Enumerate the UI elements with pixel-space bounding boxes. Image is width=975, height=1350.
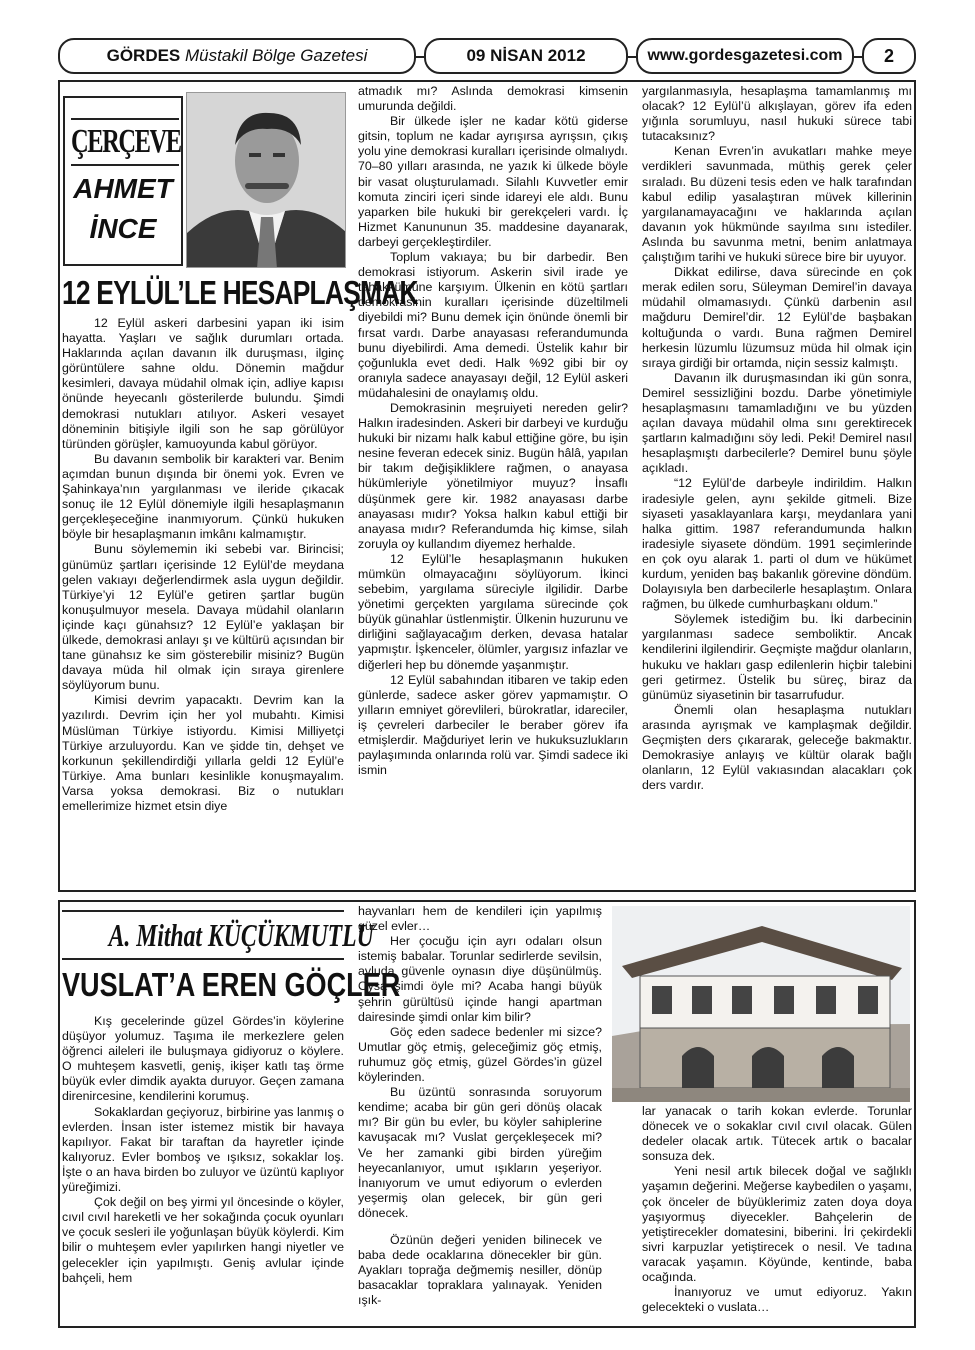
paragraph: Bu üzüntü sonrasında soruyorum kendime; acaba bir gün geri dönüş olacak mı? Bir gün bu evler, bu köyler sahiplerine kavuşacak mı? Vuslat gerçekleşecek mi? Ve her zamanki gibi birden yüreğim heyecanlanıyor, umut ışıkların yeşeriyor. İnanıyorum ve umut ediyorum o evlerden yeşermiş olan gelecek, bir gün geri dönecek. [358, 1085, 602, 1220]
website-link[interactable]: www.gordesgazetesi.com [636, 38, 854, 74]
article2-author-name: A. Mithat KÜÇÜKMUTLU [108, 917, 374, 953]
paragraph: 12 Eylül sabahından itibaren ve takip eden günlerde, sadece asker görev yapmamıştır. O yılların emniyet görevlileri, bürokratlar, idareciler, iş çevreleri darbeciler le beraber görev ifa etmişlerdir. Mağduriyet lerin ve hukuksuzlukların paylaşımında onlarında rolü var. Şimdi sadece iki ismin [358, 672, 628, 778]
page-number: 2 [862, 38, 916, 74]
paragraph: Her çocuğu için ayrı odaları olsun istemiş babalar. Torunlar sedirlerde sevilsin, avluda güvenle oynasın diye düşünülmüş. Oysa şimdi öyle mi? Acaba hangi büyük şehrin gürültüsü içinde hangi apartman dairesinde şimdi onlar kim bilir? [358, 934, 602, 1024]
article1-headline: 12 EYLÜL’LE HESAPLAŞMAK [62, 274, 418, 311]
article2-column-3 [642, 1104, 912, 1315]
article2-column-1 [62, 1014, 344, 1286]
paragraph: Bu davanın sembolik bir karakteri var. Benim açımdan bunun dışında bir önemi yok. Evren ve Şahinkaya’nın yargılanması ve ileride çıkacak sonuç ile 12 Eylül dönemiyle ilgili hesaplaşmanın gerçekleşeceğine inanmıyorum. Çünkü hukuken böyle bir hesaplaşmanın imkânı kalmamıştır. [62, 451, 344, 542]
paragraph: Çok değil on beş yirmi yıl öncesinde o köyler, cıvıl cıvıl hareketli ve her sokağında çocuk oyunları ve çocuk sesleri ile yoğunlaşan büyük köylerdi. Kim bilir o muhteşem evler yapılırken hangi niyetler ve gelecekler için yapılmıştı. Geniş avlular içinde bahçeli, hem [62, 1195, 344, 1285]
paragraph: lar yanacak o tarih kokan evlerde. Torunlar dönecek ve o sokaklar cıvıl cıvıl olacak. Gülen dedeler olacak artık. Tütecek artık o bacalar sonsuza dek. [642, 1104, 912, 1164]
house-illustration [612, 906, 910, 1102]
masthead-name: GÖRDES [106, 46, 181, 65]
paragraph: Demokrasinin meşruiyeti nereden gelir? Halkın iradesinden. Askeri bir darbeyi ve kurduğu hukuki bir nizamı halk kabul ettiğine göre, bu işin nesine feveran edecek siniz. Bugün hâlâ, yapılan bir takım değişikliklere rağmen, o anayasa hükümleriyle yönetilmiyor muyuz? İnsaflı düşünmek gere kir. 1982 anayasası darbe anayasası mıdır? Yoksa halkın kabul ettiği bir anayasa mıdır? Referandumda hiç kimse, silah zoruyla oy kullandım diyemez herhalde. [358, 400, 628, 551]
paragraph: Sokaklardan geçiyoruz, birbirine yas lanmış o evlerden. İnsan ister istemez mistik bir havaya kapılıyor. Fakat bir taraftan da hayretler içinde kalıyoruz. Evler bomboş ve ışıksız, sokaklar loş. İşte o an hava birden bo zuluyor ve üzüntü kaplıyor yüreğimizi. [62, 1104, 344, 1195]
paragraph [358, 1221, 602, 1233]
paragraph: “12 Eylül’de darbeyle indirildim. Halkın iradesiyle gelen, aynı şekilde gitmeli. Bize siyaseti yasaklayanlara karşı, meydanlara yani halka gittim. 1987 referandumunda halkın iradesiyle siyasete döndüm. 1991 seçimlerinde en çok oyu alarak 1. parti ol dum ve hükümet kurdum, yeniden baş bakanlık görevine döndüm. Dolayısıyla ben darbecilerle hesaplaştım. Onlara rağmen, bu ülkede cumhurbaşkanı oldum.” [642, 476, 912, 612]
paragraph: Yeni nesil artık bilecek doğal ve sağlıklı yaşamın değerini. Meğerse kaybedilen o yaşamı, çok önceler de büyüklerimiz zaten doya doya yaşıyormuş diyecekler. Bahçelerin de yetiştirecekler domatesini, biberini. İri çekirdekli sivri karpuzlar yetiştirecek o nesil. Ve tadına varacak yaşamın. Köyünde, kentinde, baba ocağında. [642, 1164, 912, 1285]
article2-headline: VUSLAT’A EREN GÖÇLER [62, 966, 401, 1003]
paragraph: Kimisi devrim yapacaktı. Devrim kan la yazılırdı. Devrim için her yol mubahtı. Kimisi Müslüman Türkiye istiyordu. Kimisi Milliyetçi Türkiye arzuluyordu. Kan ve şidde tin, dehşet ve korkunun şekillendirdiği yıllarla geldi 12 Eylül’e Türkiye. Ama bunları kesinlikle konuşmayalım. Varsa yoksa demokrasi. Biz o nutukları emellerimize hizmet etsin diye [62, 693, 344, 813]
article2-author [62, 910, 374, 960]
paragraph: Dikkat edilirse, dava sürecinde en çok merak edilen soru, Süleyman Demirel’in davaya müdahil olmamasıydı. Çünkü darbenin asıl mağduru Demirel’dir. 12 Eylül’de başbakan koltuğunda o vardı. Buna rağmen Demirel herkesin lüzumlu lüzumsuz müda hil olmak için sıraya girdiği bir ortamda, niçin sessiz kalmıştı. [642, 265, 912, 370]
author-first-name: AHMET [73, 173, 173, 204]
author-last-name: İNCE [89, 213, 157, 244]
paragraph: 12 Eylül askeri darbesini yapan iki isim hayatta. Yaşları ve sağlık durumları ortada. Haklarında açılan davanın ilk duruşması, ilginç görüntülere sahne oldu. Dönemin mağdur kesimleri, davaya müdahil olmak için, adliye kapısı önünde heyecanlı gösterilerde bulundu. Şimdi demokrasi nutukları atılıyor. Askeri vesayet döneminin bitişiyle ilgili son he sap görülüyor türünden görüşler, kamuoyunda kabul görüyor. [62, 316, 344, 451]
paragraph: Göç eden sadece bedenler mi sizce? Umutlar göç etmiş, geleceğimiz göç etmiş, ruhumuz göç etmiş, güzel Gördes’in güzel köylerinden. [358, 1024, 602, 1085]
paragraph: Kenan Evren’in avukatları mahke meye verdikleri savunmada, müthiş gerek çeler sıraladı. Bu düzeni tesis eden ve halk tarafından kabul edilip yasalaştıran müvek killerinin yargılanamayacağını ve haklarında açılan davanın yok hükmünde sayılma sını istediler. Aslında bu savunma metni, benim anlatmaya çalıştığım tarihi ve hukuki sürece bire bir uyuyor. [642, 144, 912, 265]
paragraph: hayvanları hem de kendileri için yapılmış güzel evler… [358, 904, 602, 934]
paragraph: Söylemek istediğim bu. İki darbecinin yargılanması sadece semboliktir. Ancak kendilerini ilgilendirir. Geçmişte mağdur olanların, hukuku ve hakları gasp edilenlerin hiçbir talebini geri getirmez. Üstelik bu süreç, biraz da günümüz siyasetinin bir tasarrufudur. [642, 612, 912, 702]
article2-column-2 [358, 904, 602, 1308]
paragraph: Özünün değeri yeniden bilinecek ve baba dede ocaklarına dönecekler bir gün. Ayakları toprağa değmemiş nesiller, dönüp basacaklar topraklara yalınayak. Yeniden ışık- [358, 1232, 602, 1308]
article1-column-1 [62, 316, 344, 814]
article1-column-2 [358, 84, 628, 778]
column-title: ÇERÇEVE [71, 118, 179, 166]
village-house-photo [612, 906, 910, 1102]
masthead [58, 38, 416, 74]
paragraph: Davanın ilk duruşmasından iki gün sonra, Demirel sessizliğini bozdu. Darbe yönetimiyle hesaplaşmasını tamamladığını ve bu yüzden açılan davaya müdahil olma sını gerektirecek şartların kalmadığını söy ledi. Peki! Demirel nasıl hesaplaşmıştı darbecilerle? Demirel bunu şöyle açıkladı. [642, 370, 912, 476]
column-logo [63, 96, 183, 266]
paragraph: yargılanmasıyla, hesaplaşma tamamlanmış mı olacak? 12 Eylül’ü alkışlayan, görev ifa eden yığınla sorumluyu, nasıl hukuki sürece tabi tutacaksınız? [642, 84, 912, 144]
issue-date: 09 NİSAN 2012 [424, 38, 628, 74]
paragraph: Bir ülkede işler ne kadar kötü giderse gitsin, toplum ne kadar ayrışırsa ayrışsın, çıkış yolu yine demokrasi kuralları içerisinde olmalıydı. 70–80 yılları arasında, ne yazık ki ülkede böyle bir vasat oluşturulamadı. Silahlı Kuvvetler emir komuta zinciri içeri sinde idareyi ele aldı. Bunu yaparken bile hukuki bir gerekçeleri vardı. İç Hizmet Kanununun 35. maddesine dayanarak, darbeyi gerçekleştirdiler. [358, 114, 628, 249]
paragraph: Toplum vakıaya; bu bir darbedir. Ben demokrasi istiyorum. Askerin sivil irade ye tahakkümüne karşıyım. Ülkenin en kötü şartları demokrasinin kuralları içerisinde düzeltilmeli diyebildi mi? Bunu demek için önünde önemli bir fırsat vardı. Darbe anayasası referandumunda bunu diyebilirdi. Ama demedi. Üstelik kahır bir çoğunlukla evet dedi. Halk %92 gibi bir oy oranıyla sadece anayasayı değil, 12 Eylül askeri müdahalesini de onaylamış oldu. [358, 250, 628, 400]
author-portrait [186, 92, 346, 268]
paragraph: İnanıyoruz ve umut ediyoruz. Yakın gelecekteki o vuslata… [642, 1285, 912, 1315]
paragraph: 12 Eylül’le hesaplaşmanın hukuken mümkün olmayacağını söylüyorum. İkinci sebebim, yargılama süreciyle ilgilidir. Darbe yönetimi gerçekten yargılama sürecinde çok büyük günahlar üstlenmiştir. Ülkenin huzurunu ve dirliğini sağlayacağım derken, devasa hatalar yapmıştır. İşkenceler, ölümler, yargısız infazlar ve diğerleri hep bu dönemde yaşanmıştır. [358, 551, 628, 672]
article1-column-3 [642, 84, 912, 793]
paragraph: Bunu söylememin iki sebebi var. Birincisi; günümüz şartları içerisinde 12 Eylül’de meydana gelen vakıayı değerlendirmek asla uygun değildir. Türkiye’yi 12 Eylül’e getiren şartlar bugün konuşulmuyor mesela. Davaya müdahil olanların içinde kaçı günahsız? 12 Eylül’e yaklaşan bir ülkede, demokrasi anlayı şı ve kültürü açısından bir tane günahsız ke sim gösterebilir misiniz? Bugün davaya müda hil olmak için sıraya girenlere söylüyorum bunu. [62, 542, 344, 693]
masthead-subtitle: Müstakil Bölge Gazetesi [185, 46, 368, 65]
paragraph: Kış gecelerinde güzel Gördes’in köylerine düşüyor yolumuz. Taşıma ile merkezlere gelen öğrenci aileleri ile buluşmaya gidiyoruz o köylere. O muhteşem kasvetli, geniş, ikişer katlı taş örme büyük evler dimdik ayakta duruyor. Geçen zamana direnircesine, kendilerini korumuş. [62, 1014, 344, 1104]
portrait-illustration [187, 93, 346, 268]
paragraph: atmadık mı? Aslında demokrasi kimsenin umurunda değildi. [358, 84, 628, 114]
paragraph: Önemli olan hesaplaşma nutukları arasında ayrışmak ve kamplaşmak değildir. Geçmişten ders çıkararak, geleceğe bakmaktır. Demokrasiye anlayış ve kültür olarak bağlı olanların, 12 Eylül vakıasından alacakları çok ders vardır. [642, 702, 912, 793]
